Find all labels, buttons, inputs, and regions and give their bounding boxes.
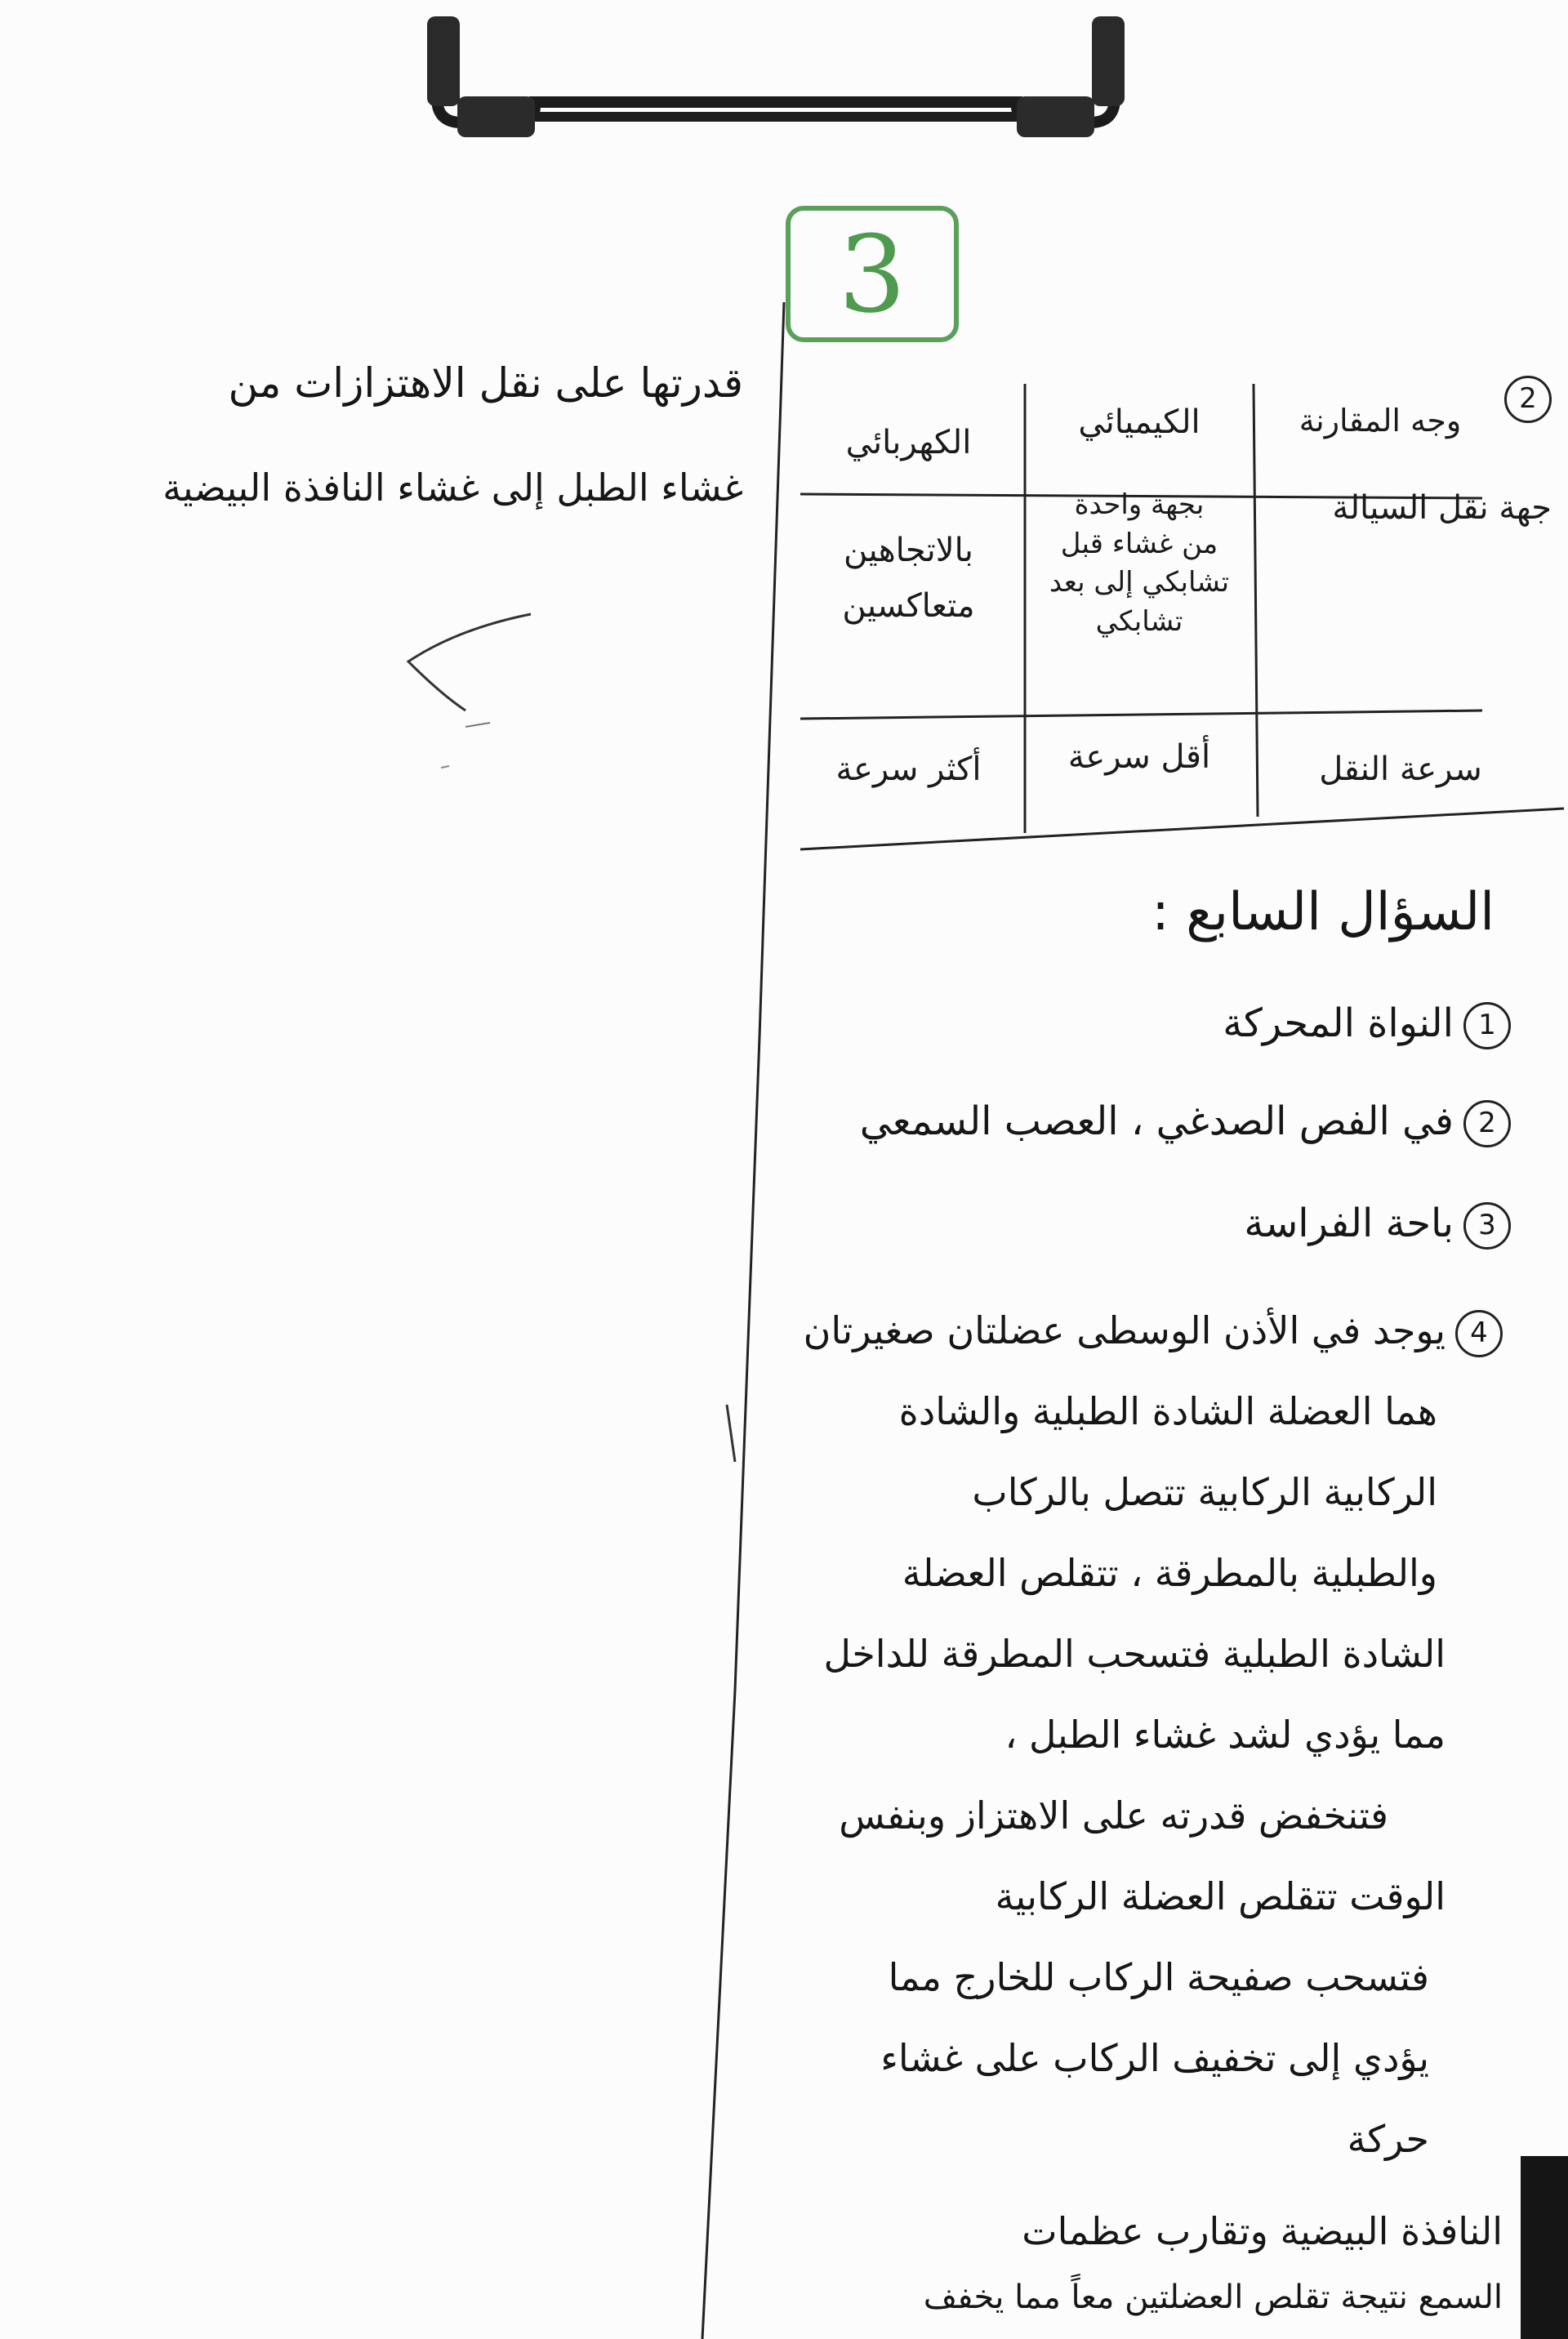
- answer-4-line-6: مما يؤدي لشد غشاء الطبل ،: [1004, 1713, 1446, 1757]
- row1-chemical-line-3: تشابكي إلى بعد: [1049, 566, 1230, 599]
- row2-aspect: سرعة النقل: [1319, 751, 1482, 788]
- scribble-mark: [392, 604, 555, 784]
- answer-3: [1244, 1201, 1511, 1250]
- comparison-table: [800, 376, 1568, 858]
- answer-1-text: النواة المحركة: [1223, 1000, 1454, 1046]
- header-chemical: الكيميائي: [1078, 403, 1200, 441]
- answer-4-line-13: السمع نتيجة تقلص العضلتين معاً مما يخفف: [923, 2279, 1503, 2316]
- row1-chemical: [1033, 486, 1245, 641]
- answer-4-line-2: هما العضلة الشادة الطبلية والشادة: [898, 1389, 1437, 1433]
- answer-2-number: 2: [1463, 1100, 1511, 1147]
- answer-4-line-4: والطبلية بالمطرقة ، تتقلص العضلة: [902, 1551, 1437, 1595]
- page-number-badge: 3: [786, 206, 959, 342]
- row1-aspect: جهة نقل السيالة: [1332, 489, 1552, 527]
- clipboard-clip-icon: [412, 0, 1147, 163]
- row1-electrical-line-2: متعاكسين: [842, 587, 975, 625]
- answer-4-line-8: الوقت تتقلص العضلة الركابية: [995, 1874, 1446, 1918]
- row2-electrical: [800, 747, 1017, 791]
- answer-1-number: 1: [1463, 1002, 1511, 1049]
- row1-electrical-line-1: بالاتجاهين: [844, 532, 973, 569]
- header-comparison-aspect: وجه المقارنة: [1298, 403, 1462, 439]
- row1-chemical-line-1: بجهة واحدة: [1074, 488, 1205, 521]
- left-note-line-1: قدرتها على نقل الاهتزازات من: [228, 359, 743, 407]
- answer-4-line-5: الشادة الطبلية فتسحب المطرقة للداخل: [823, 1632, 1446, 1676]
- answer-4-line-3: الركابية الركابية تتصل بالركاب: [972, 1470, 1437, 1514]
- answer-2-text: في الفص الصدغي ، العصب السمعي: [859, 1098, 1454, 1144]
- answer-4-line-7: فتنخفض قدرته على الاهتزاز وبنفس: [839, 1793, 1388, 1838]
- answer-3-number: 3: [1463, 1202, 1511, 1250]
- answer-4-paragraph: [702, 1290, 1503, 2180]
- answer-4-line-1: [702, 1290, 1503, 1371]
- page-edge-shadow: [1521, 2156, 1568, 2339]
- header-electrical: الكهربائي: [845, 424, 972, 461]
- question-seven-title: السؤال السابع :: [1152, 882, 1494, 942]
- table-item-number: 2: [1504, 376, 1552, 423]
- answer-4-line-10: يؤدي إلى تخفيف الركاب على غشاء: [880, 2036, 1429, 2080]
- answer-4-line-12: النافذة البيضية وتقارب عظمات: [1022, 2209, 1503, 2253]
- row1-chemical-line-2: من غشاء قبل: [1060, 527, 1218, 560]
- answer-3-text: باحة الفراسة: [1244, 1201, 1454, 1246]
- row2-chemical: [1033, 735, 1245, 779]
- answer-4-line-1-text: يوجد في الأذن الوسطى عضلتان صغيرتان: [803, 1308, 1446, 1352]
- answer-4-line-11: حركة: [1347, 2117, 1429, 2161]
- row2-electrical-text: أكثر سرعة: [835, 751, 982, 788]
- row1-electrical: [800, 523, 1017, 634]
- left-note-line-2: غشاء الطبل إلى غشاء النافذة البيضية: [163, 466, 743, 510]
- answer-4-line-9: فتسحب صفيحة الركاب للخارج مما: [888, 1955, 1429, 1999]
- answer-2: [860, 1098, 1511, 1147]
- answer-4-number: 4: [1455, 1310, 1503, 1357]
- row1-chemical-line-4: تشابكي: [1095, 604, 1183, 638]
- row2-chemical-text: أقل سرعة: [1067, 738, 1211, 776]
- answer-1: [1223, 1000, 1511, 1049]
